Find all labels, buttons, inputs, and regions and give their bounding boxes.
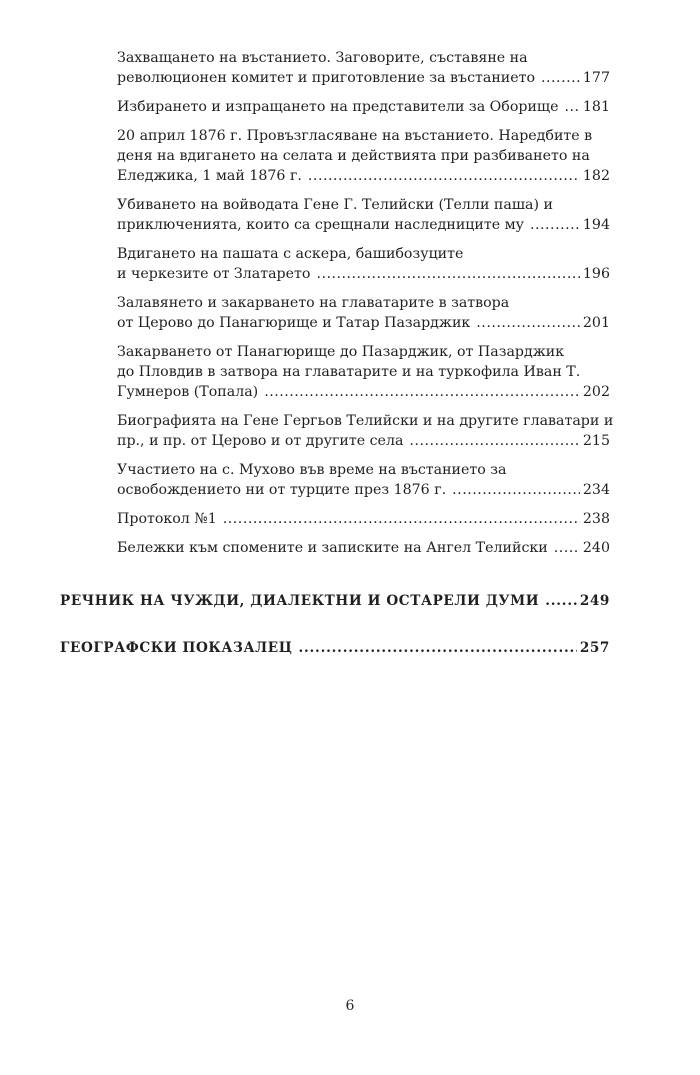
toc-entry-last-line (117, 166, 610, 186)
toc-entry (117, 244, 610, 284)
toc-entry-last-line (117, 509, 610, 529)
dot-leader (316, 264, 579, 284)
toc-entry (117, 126, 610, 186)
toc-entry-last-line (117, 480, 610, 500)
table-of-contents (60, 48, 614, 667)
dot-leader (409, 431, 579, 451)
toc-entry-text: революционен комитет и приготовление за въстанието (117, 70, 536, 86)
toc-subentries (117, 48, 614, 558)
toc-entry-last-line (117, 215, 610, 235)
toc-entry (117, 293, 610, 333)
toc-entry (117, 48, 610, 88)
dot-leader (565, 97, 580, 117)
toc-entry-line: Захващането на въстанието. Заговорите, съставяне на (117, 50, 528, 66)
toc-entry-text: от Церово до Панагюрище и Татар Пазарджик (117, 315, 471, 331)
toc-entry-last-line (117, 431, 610, 451)
toc-entry (117, 411, 614, 451)
dot-leader (223, 509, 580, 529)
toc-entry-text: Гумнеров (Топала) (117, 384, 259, 400)
dot-leader (452, 480, 580, 500)
toc-entry (117, 97, 610, 117)
toc-entry (117, 538, 610, 558)
toc-page-number: 177 (582, 70, 610, 86)
dot-leader (298, 638, 576, 658)
toc-entry-text: Еледжика, 1 май 1876 г. (117, 168, 302, 184)
toc-page-number: 182 (582, 168, 610, 184)
toc-entry-text: приключенията, които са срещнали наследниците му (117, 217, 525, 233)
toc-page-number: 194 (582, 217, 610, 233)
toc-major-title: ГЕОГРАФСКИ ПОКАЗАЛЕЦ (60, 640, 293, 656)
toc-entry-last-line (117, 97, 610, 117)
toc-entry-line: Закарването от Панагюрище до Пазарджик, от Пазарджик (117, 344, 565, 360)
toc-entry-last-line (117, 264, 610, 284)
dot-leader (530, 215, 580, 235)
dot-leader (554, 538, 580, 558)
toc-entry-line: Залавянето и закарването на главатарите в затвора (117, 295, 510, 311)
dot-leader (545, 591, 577, 611)
toc-entry-text: освобождението ни от турците през 1876 г. (117, 482, 447, 498)
toc-entry-last-line (117, 68, 610, 88)
toc-entry-line: Биографията на Гене Гергьов Телийски и на другите главатари и (117, 413, 614, 429)
toc-entry (117, 195, 610, 235)
dot-leader (264, 382, 580, 402)
toc-entry-text: Избирането и изпращането на представители за Оборище (117, 99, 559, 115)
toc-entry-text: пр., и пр. от Церово и от другите села (117, 433, 404, 449)
page-number: 6 (345, 998, 355, 1014)
toc-page-number: 196 (582, 266, 610, 282)
toc-entry (117, 460, 610, 500)
toc-page-number: 249 (579, 593, 610, 609)
toc-major-entry-dictionary (60, 591, 610, 611)
toc-entry-last-line (60, 591, 610, 611)
toc-major-entry-geo-index (60, 638, 610, 658)
toc-page-number: 240 (582, 540, 610, 556)
toc-entry-line: Вдигането на пашата с аскера, башибозуците (117, 246, 464, 262)
toc-entry-last-line (117, 382, 610, 402)
toc-page-number: 238 (582, 511, 610, 527)
toc-page-number: 257 (579, 640, 610, 656)
toc-entry-line: до Пловдив в затвора на главатарите и на туркофила Иван Т. (117, 364, 581, 380)
toc-entry-last-line (60, 638, 610, 658)
toc-entry (117, 509, 610, 529)
toc-page-number: 202 (582, 384, 610, 400)
toc-entry (117, 342, 610, 402)
toc-entry-line: деня на вдигането на селата и действията при разбиването на (117, 148, 590, 164)
dot-leader (541, 68, 580, 88)
toc-entry-text: и черкезите от Златарето (117, 266, 311, 282)
dot-leader (308, 166, 580, 186)
toc-page-number: 215 (582, 433, 610, 449)
toc-entry-line: Убиването на войводата Гене Г. Телийски (Телли паша) и (117, 197, 553, 213)
toc-major-title: РЕЧНИК НА ЧУЖДИ, ДИАЛЕКТНИ И ОСТАРЕЛИ ДУМИ (60, 593, 540, 609)
toc-entry-line: Участието на с. Мухово във време на въстанието за (117, 462, 507, 478)
toc-page-number: 181 (582, 99, 610, 115)
toc-entry-last-line (117, 313, 610, 333)
toc-page-number: 201 (582, 315, 610, 331)
toc-entry-line: 20 април 1876 г. Провъзгласяване на въстанието. Наредбите в (117, 128, 593, 144)
toc-page-number: 234 (582, 482, 610, 498)
toc-entry-text: Протокол №1 (117, 511, 217, 527)
toc-entry-text: Бележки към спомените и записките на Ангел Телийски (117, 540, 548, 556)
toc-entry-last-line (117, 538, 610, 558)
dot-leader (476, 313, 580, 333)
